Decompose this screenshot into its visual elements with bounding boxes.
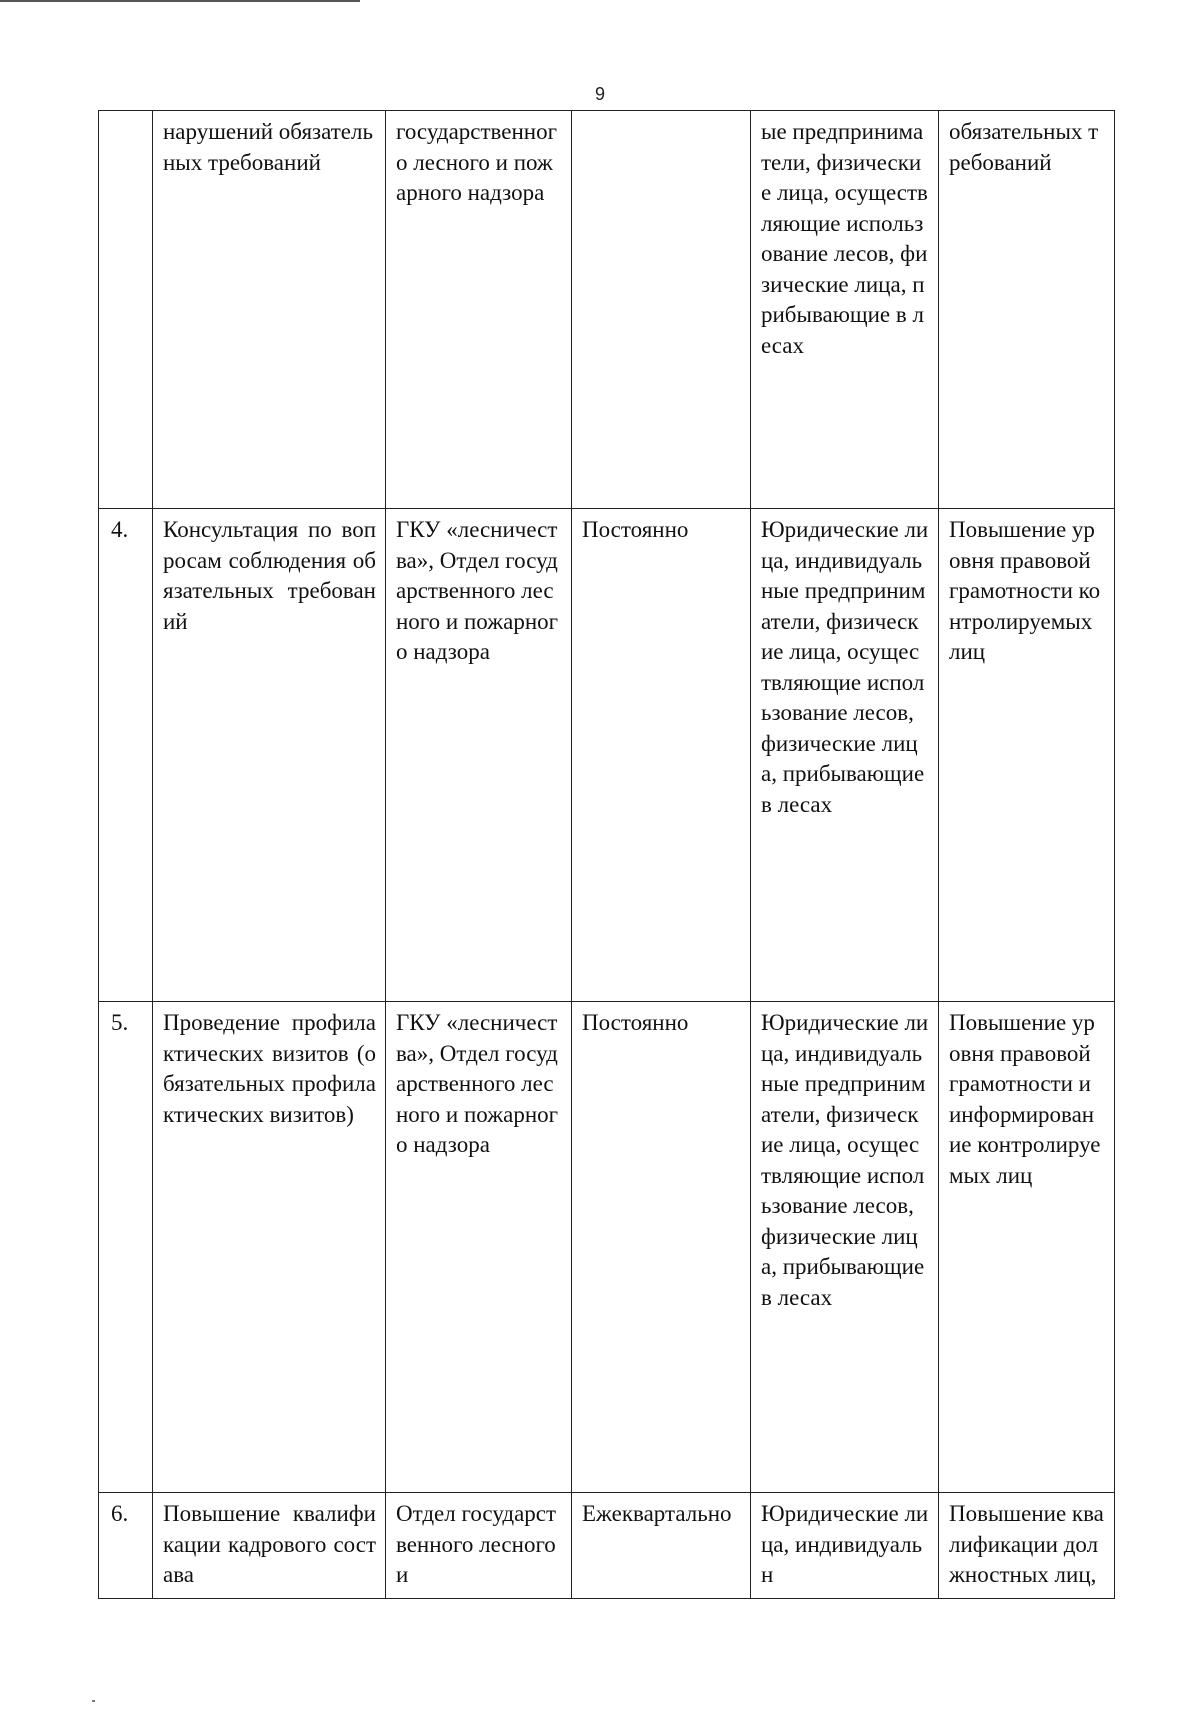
measures-table: [98, 110, 1115, 1599]
subjects-cell: Юридические лица, индивидуальн: [751, 1493, 939, 1599]
row-number: 6.: [99, 1493, 153, 1599]
event-cell: Проведение профилактических визитов (обязательных профилактических визитов): [153, 1002, 386, 1493]
executor-cell: Отдел государственного лесного и: [386, 1493, 572, 1599]
scan-top-rule: [0, 0, 360, 2]
row-number: [99, 111, 153, 509]
scan-speck: [92, 1700, 95, 1702]
term-cell: Постоянно: [572, 509, 751, 1002]
event-cell: Повышение квалификации кадрового состава: [153, 1493, 386, 1599]
result-cell: Повышение уровня правовой грамотности и информирование контролируемых лиц: [939, 1002, 1115, 1493]
executor-cell: ГКУ «лесничества», Отдел государственного лесного и пожарного надзора: [386, 1002, 572, 1493]
result-cell: Повышение уровня правовой грамотности контролируемых лиц: [939, 509, 1115, 1002]
executor-cell: государственного лесного и пожарного надзора: [386, 111, 572, 509]
result-cell: Повышение квалификации должностных лиц,: [939, 1493, 1115, 1599]
row-number: 5.: [99, 1002, 153, 1493]
result-cell: обязательных требований: [939, 111, 1115, 509]
term-cell: Ежеквартально: [572, 1493, 751, 1599]
table-row: [99, 111, 1115, 509]
event-cell: Консультация по вопросам соблюдения обязательных требований: [153, 509, 386, 1002]
row-number: 4.: [99, 509, 153, 1002]
event-cell: нарушений обязательных требований: [153, 111, 386, 509]
table-row: [99, 1002, 1115, 1493]
subjects-cell: Юридические лица, индивидуальные предприниматели, физические лица, осуществляющие использование лесов, физические лица, прибывающие в лесах: [751, 1002, 939, 1493]
table-row: [99, 1493, 1115, 1599]
page-number: 9: [594, 84, 605, 104]
subjects-cell: Юридические лица, индивидуальные предприниматели, физические лица, осуществляющие использование лесов, физические лица, прибывающие в лесах: [751, 509, 939, 1002]
executor-cell: ГКУ «лесничества», Отдел государственного лесного и пожарного надзора: [386, 509, 572, 1002]
term-cell: [572, 111, 751, 509]
term-cell: Постоянно: [572, 1002, 751, 1493]
subjects-cell: ые предприниматели, физические лица, осуществляющие использование лесов, физические лица, прибывающие в лесах: [751, 111, 939, 509]
table-row: [99, 509, 1115, 1002]
